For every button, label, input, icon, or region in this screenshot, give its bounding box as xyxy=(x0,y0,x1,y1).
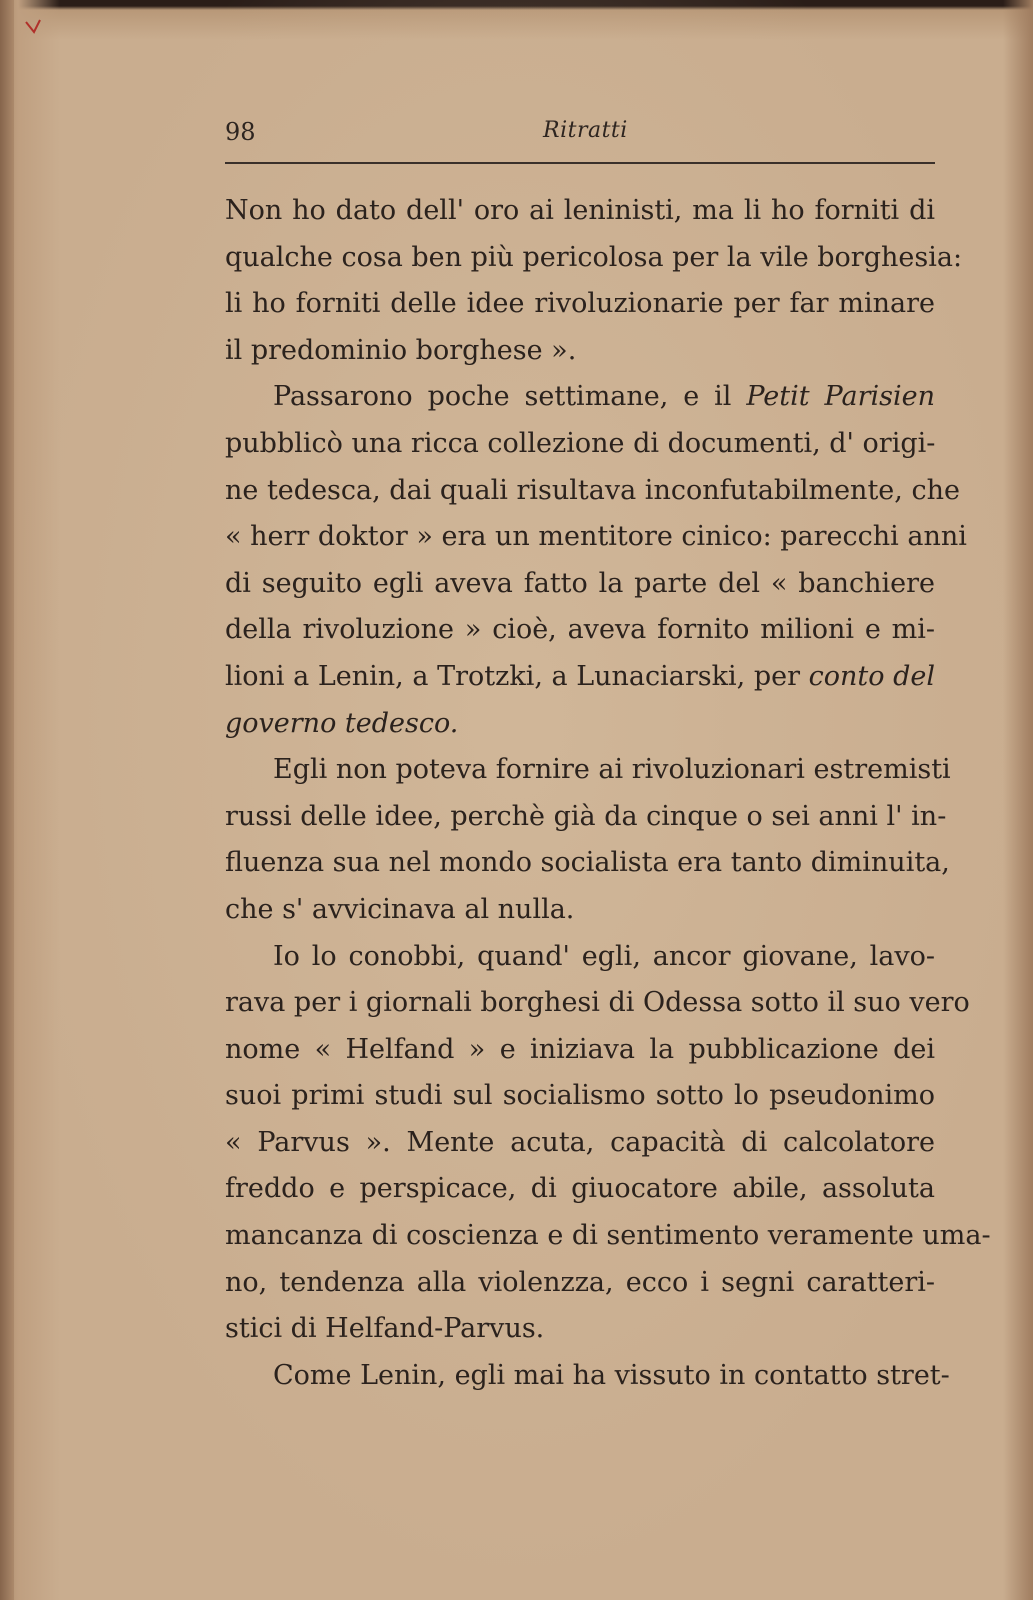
text-line xyxy=(225,701,935,748)
text-line: qualche cosa ben più pericolosa per la vile borghesia: xyxy=(225,241,963,273)
text-line: no, tendenza alla violenzza, ecco i segni caratteri- xyxy=(225,1266,935,1298)
text-line: della rivoluzione » cioè, aveva fornito milioni e mi- xyxy=(225,614,935,646)
page-number: 98 xyxy=(225,118,256,146)
text-line: rava per i giornali borghesi di Odessa sotto il suo vero xyxy=(225,987,970,1019)
text-line: ne tedesca, dai quali risultava inconfutabilmente, che xyxy=(225,474,960,506)
text-line: Come Lenin, egli mai ha vissuto in contatto stret- xyxy=(273,1359,950,1391)
text-line: di seguito egli aveva fatto la parte del « banchiere xyxy=(225,567,935,599)
text-line: Io lo conobbi, quand' egli, ancor giovane, lavo- xyxy=(273,940,935,972)
text-line: lioni a Lenin, a Trotzki, a Lunaciarski, per conto del xyxy=(225,660,935,692)
page-binding-edge xyxy=(0,0,14,1600)
text-line: « Parvus ». Mente acuta, capacità di calcolatore xyxy=(225,1126,935,1158)
text-line: stici di Helfand-Parvus. xyxy=(225,1313,545,1345)
text-line: suoi primi studi sul socialismo sotto lo pseudonimo xyxy=(225,1080,935,1112)
text-line: Egli non poteva fornire ai rivoluzionari estremisti xyxy=(273,754,951,786)
text-line: il predominio borghese ». xyxy=(225,334,577,366)
text-line: « herr doktor » era un mentitore cinico: parecchi anni xyxy=(225,521,967,553)
text-line: Non ho dato dell' oro ai leninisti, ma li ho forniti di xyxy=(225,195,935,226)
text-line: mancanza di coscienza e di sentimento veramente uma- xyxy=(225,1220,991,1252)
page-header xyxy=(225,118,935,158)
text-line: pubblicò una ricca collezione di documenti, d' origi- xyxy=(225,427,936,459)
running-head: Ritratti xyxy=(543,118,628,143)
text-line: freddo e perspicace, di giuocatore abile, assoluta xyxy=(225,1173,935,1205)
text-line: Passarono poche settimane, e il Petit Parisien xyxy=(273,381,935,413)
italic-text: governo tedesco. xyxy=(225,707,459,739)
text-line: russi delle idee, perchè già da cinque o sei anni l' in- xyxy=(225,800,947,832)
text-line: fluenza sua nel mondo socialista era tanto diminuita, xyxy=(225,847,950,879)
header-rule xyxy=(225,162,935,164)
text-line: che s' avvicinava al nulla. xyxy=(225,893,575,925)
body-text xyxy=(225,188,991,1399)
corner-ink-mark xyxy=(22,18,44,40)
italic-text: conto del xyxy=(808,660,935,692)
text-line: li ho forniti delle idee rivoluzionarie per far minare xyxy=(225,288,935,320)
italic-text: Petit Parisien xyxy=(746,381,935,413)
text-line: nome « Helfand » e iniziava la pubblicazione dei xyxy=(225,1033,935,1065)
